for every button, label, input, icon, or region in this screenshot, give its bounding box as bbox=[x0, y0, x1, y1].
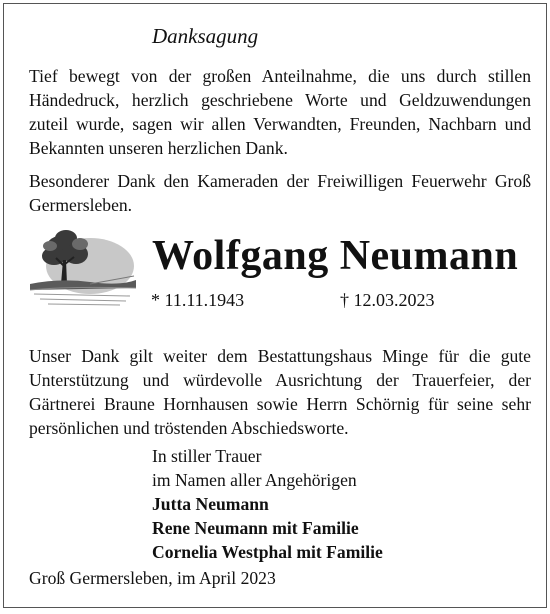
deceased-name: Wolfgang Neumann bbox=[152, 233, 519, 279]
death-date: † 12.03.2023 bbox=[340, 290, 435, 310]
birth-date: * 11.11.1943 bbox=[151, 290, 245, 310]
intro-paragraph: Tief bewegt von der großen Anteilnahme, die uns durch stillen Händedruck, herzlich geschriebene Worte und Geldzuwendungen zuteil wurde, sagen wir allen Verwandten, Freunden, Nachbarn und Bekannten unseren herzlichen Dank. bbox=[29, 66, 531, 158]
mourner-name: Rene Neumann mit Familie bbox=[152, 518, 359, 538]
obituary-notice bbox=[3, 3, 547, 608]
further-thanks-paragraph: Unser Dank gilt weiter dem Bestattungshaus Minge für die gute Unterstützung und würdevolle Ausrichtung der Trauerfeier, der Gärtnerei Braune Hornhausen sowie Herrn Schörnig für seine sehr persönlichen und tröstenden Abschiedsworte. bbox=[29, 346, 531, 438]
signoff-block bbox=[152, 444, 383, 564]
tree-landscape-icon bbox=[30, 226, 136, 306]
mourner-name: Cornelia Westphal mit Familie bbox=[152, 542, 383, 562]
signoff-line: In stiller Trauer bbox=[152, 446, 262, 466]
place-date: Groß Germersleben, im April 2023 bbox=[29, 568, 276, 588]
notice-heading: Danksagung bbox=[152, 24, 259, 48]
special-thanks-paragraph: Besonderer Dank den Kameraden der Freiwilligen Feuerwehr Groß Germersleben. bbox=[29, 171, 531, 215]
signoff-line: im Namen aller Angehörigen bbox=[152, 470, 357, 490]
mourner-name: Jutta Neumann bbox=[152, 494, 269, 514]
